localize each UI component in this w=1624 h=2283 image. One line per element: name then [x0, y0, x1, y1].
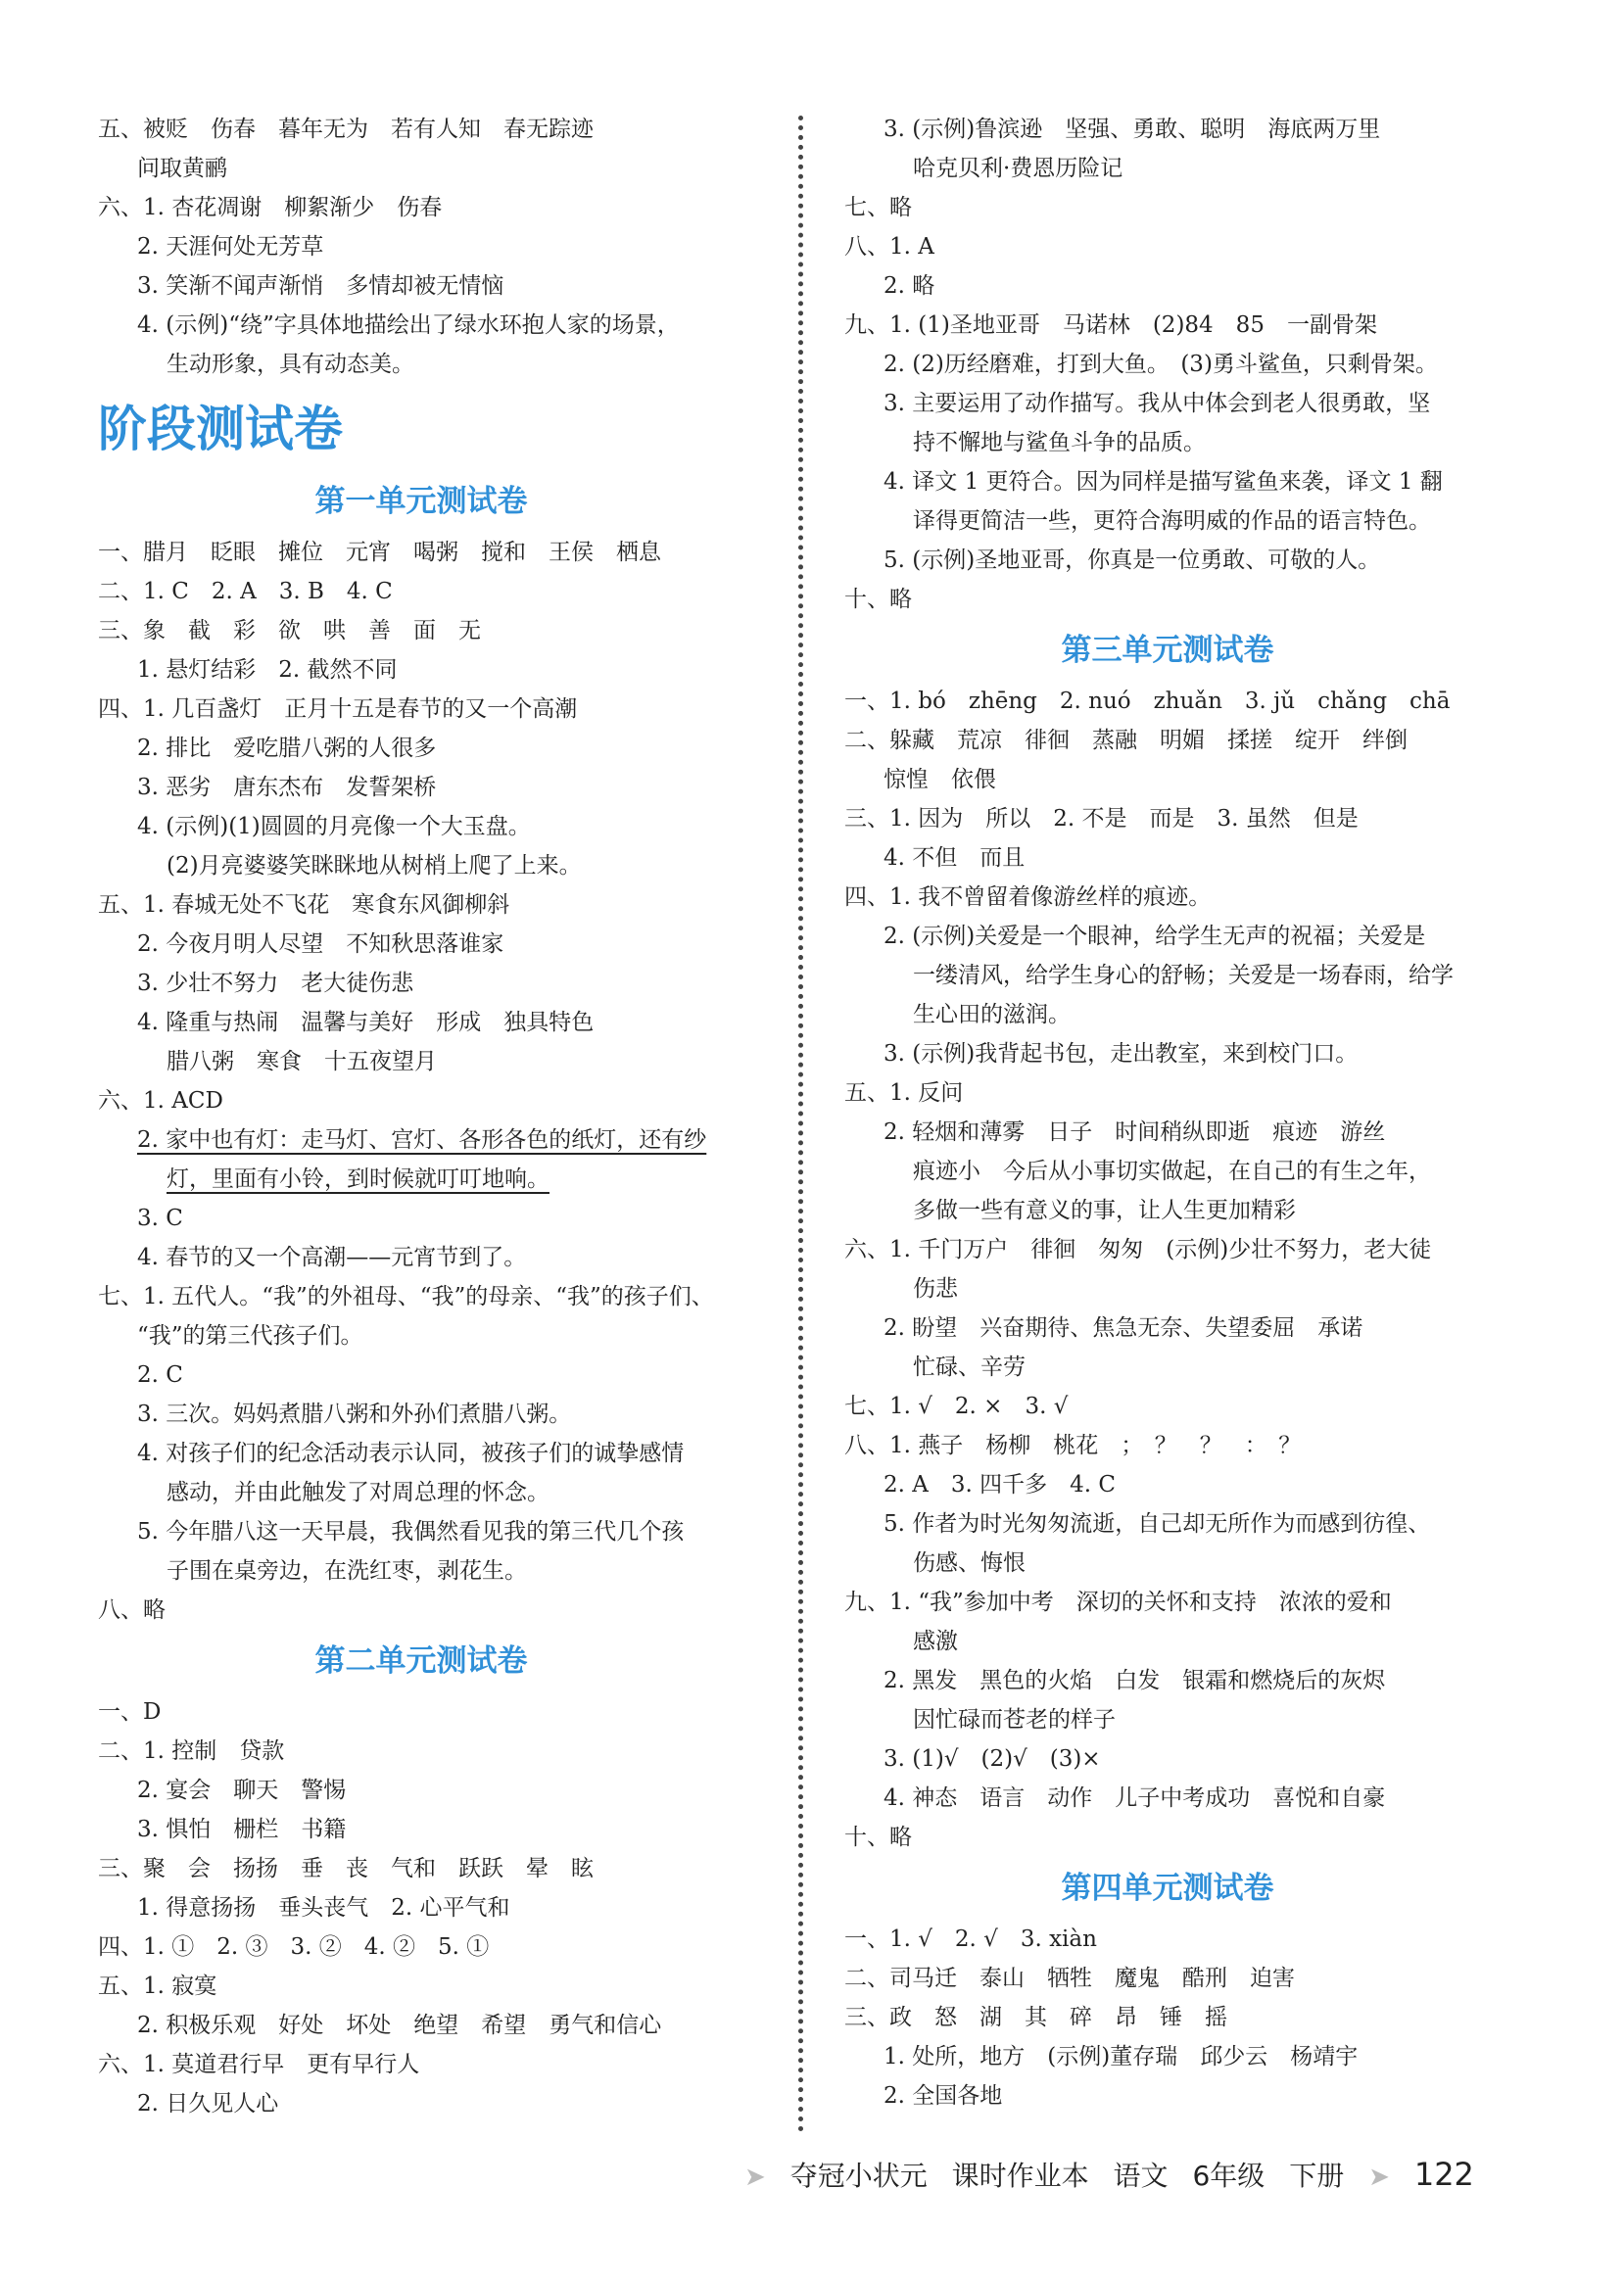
answer-line: 三、象 截 彩 欲 哄 善 面 无	[98, 618, 481, 643]
answer-line: 5. 今年腊八这一天早晨，我偶然看见我的第三代几个孩	[137, 1519, 685, 1545]
underlined-answer: 灯，里面有小铃，到时候就叮叮地响。	[167, 1166, 549, 1192]
answer-line: 七、1. √ 2. × 3. √	[844, 1394, 1069, 1419]
answer-line: 4. 不但 而且	[884, 845, 1026, 871]
answer-line: 六、1. ACD	[98, 1088, 223, 1114]
answer-line: 腊八粥 寒食 十五夜望月	[167, 1049, 437, 1074]
answer-line: 因忙碌而苍老的样子	[913, 1707, 1116, 1733]
answer-line: (2)月亮婆婆笑眯眯地从树梢上爬了上来。	[167, 853, 582, 879]
answer-line: 4. 春节的又一个高潮——元宵节到了。	[137, 1245, 527, 1270]
answer-line: 二、1. 控制 贷款	[98, 1738, 285, 1764]
answer-line: 2. 排比 爱吃腊八粥的人很多	[137, 736, 437, 761]
answer-line: 3. 少壮不努力 老大徒伤悲	[137, 971, 414, 996]
answer-line: “我”的第三代孩子们。	[137, 1323, 363, 1349]
answer-line: 2. 盼望 兴奋期待、焦急无奈、失望委屈 承诺	[884, 1315, 1363, 1341]
answer-line: 生心田的滋润。	[913, 1002, 1071, 1027]
answer-line: 3. 恶劣 唐东杰布 发誓架桥	[137, 775, 437, 800]
footer-arrow-icon: ➤	[744, 2163, 766, 2192]
footer-book: 课时作业本	[951, 2160, 1089, 2192]
answer-line: 三、1. 因为 所以 2. 不是 而是 3. 虽然 但是	[844, 806, 1359, 832]
answer-line: 伤感、悔恨	[913, 1550, 1026, 1576]
answer-line: 1. 悬灯结彩 2. 截然不同	[137, 657, 398, 683]
answer-line: 二、躲藏 荒凉 徘徊 蒸融 明媚 揉搓 绽开 绊倒	[844, 728, 1408, 753]
answer-line: 问取黄鹂	[137, 156, 227, 181]
unit-title: 第二单元测试卷	[314, 1643, 528, 1679]
answer-line	[98, 1120, 744, 1160]
answer-line: 3. 惧怕 栅栏 书籍	[137, 1817, 347, 1842]
answer-line: 二、1. C 2. A 3. B 4. C	[98, 579, 393, 604]
answer-line: 八、1. 燕子 杨柳 桃花 ； ？ ？ ： ？	[844, 1433, 1302, 1458]
answer-line: 4. 对孩子们的纪念活动表示认同，被孩子们的诚挚感情	[137, 1441, 685, 1466]
answer-line: 4. (示例)“绕”字具体地描绘出了绿水环抱人家的场景，	[137, 312, 680, 338]
answer-line: 2. 积极乐观 好处 坏处 绝望 希望 勇气和信心	[137, 2013, 662, 2038]
footer-subject: 语文	[1113, 2160, 1169, 2192]
answer-line: 2. A 3. 四千多 4. C	[884, 1472, 1116, 1498]
answer-line: 2. 黑发 黑色的火焰 白发 银霜和燃烧后的灰烬	[884, 1668, 1386, 1693]
answer-line: 四、1. 我不曾留着像游丝样的痕迹。	[844, 884, 1212, 910]
answer-line: 一、D	[98, 1699, 162, 1725]
answer-line: 3. C	[137, 1206, 183, 1231]
answer-line: 一、腊月 眨眼 摊位 元宵 喝粥 搅和 王侯 栖息	[98, 540, 661, 565]
answer-line: 2. (示例)关爱是一个眼神，给学生无声的祝福；关爱是	[884, 924, 1426, 949]
answer-line: 三、聚 会 扬扬 垂 丧 气和 跃跃 晕 眩	[98, 1856, 594, 1881]
answer-line: 十、略	[844, 1825, 912, 1850]
answer-line: 2. 日久见人心	[137, 2091, 279, 2117]
column-divider	[798, 116, 803, 2133]
answer-line: 六、1. 千门万户 徘徊 匆匆 (示例)少壮不努力，老大徒	[844, 1237, 1432, 1262]
answer-line: 2. 今夜月明人尽望 不知秋思落谁家	[137, 931, 504, 957]
answer-line: 一缕清风，给学生身心的舒畅；关爱是一场春雨，给学	[913, 963, 1454, 988]
page-number: 122	[1413, 2156, 1474, 2193]
answer-line: 1. 处所，地方 (示例)董存瑞 邱少云 杨靖宇	[884, 2044, 1359, 2069]
answer-line: 四、1. ① 2. ③ 3. ② 4. ② 5. ①	[98, 1934, 490, 1960]
answer-line: 哈克贝利·费恩历险记	[913, 156, 1123, 181]
answer-line: 五、1. 春城无处不飞花 寒食东风御柳斜	[98, 892, 510, 918]
answer-line: 五、被贬 伤春 暮年无为 若有人知 春无踪迹	[98, 117, 594, 142]
answer-line: 八、1. A	[844, 234, 934, 260]
answer-line: 三、政 怒 湖 其 碎 昂 锤 摇	[844, 2005, 1227, 2030]
answer-line: 5. 作者为时光匆匆流逝，自己却无所作为而感到彷徨、	[884, 1511, 1431, 1537]
answer-line: 3. (示例)我背起书包，走出教室，来到校门口。	[884, 1041, 1359, 1067]
answer-line: 3. (示例)鲁滨逊 坚强、勇敢、聪明 海底两万里	[884, 117, 1381, 142]
answer-line: 多做一些有意义的事，让人生更加精彩	[913, 1198, 1296, 1223]
answer-line: 子围在桌旁边，在洗红枣，剥花生。	[167, 1558, 527, 1584]
answer-line: 持不懈地与鲨鱼斗争的品质。	[913, 430, 1206, 455]
answer-line: 五、1. 寂寞	[98, 1974, 217, 1999]
footer-arrow-icon: ➤	[1368, 2163, 1390, 2192]
answer-line: 感动，并由此触发了对周总理的怀念。	[167, 1480, 549, 1505]
answer-line: 伤悲	[913, 1276, 958, 1302]
footer-grade: 6年级	[1192, 2160, 1266, 2192]
answer-line: 3. 主要运用了动作描写。我从中体会到老人很勇敢，坚	[884, 391, 1431, 416]
answer-line: 五、1. 反问	[844, 1080, 964, 1106]
answer-line: 七、略	[844, 195, 912, 220]
answer-line: 1. 得意扬扬 垂头丧气 2. 心平气和	[137, 1895, 510, 1921]
answer-line: 痕迹小 今后从小事切实做起，在自己的有生之年，	[913, 1159, 1431, 1184]
answer-line: 3. (1)√ (2)√ (3)×	[884, 1746, 1101, 1772]
answer-line	[98, 1160, 744, 1199]
answer-line: 生动形象，具有动态美。	[167, 352, 414, 377]
unit-title: 第三单元测试卷	[1061, 633, 1274, 668]
answer-line: 九、1. “我”参加中考 深切的关怀和支持 浓浓的爱和	[844, 1590, 1392, 1615]
left-column	[98, 110, 744, 2123]
page-footer	[744, 2153, 1490, 2196]
answer-line: 5. (示例)圣地亚哥，你真是一位勇敢、可敬的人。	[884, 547, 1381, 573]
answer-line: 2. 天涯何处无芳草	[137, 234, 324, 260]
answer-line: 2. 略	[884, 273, 935, 299]
answer-line: 3. 三次。妈妈煮腊八粥和外孙们煮腊八粥。	[137, 1402, 572, 1427]
answer-line: 2. C	[137, 1362, 183, 1388]
answer-line: 一、1. √ 2. √ 3. xiàn	[844, 1926, 1097, 1952]
answer-line: 2. 宴会 聊天 警惕	[137, 1778, 347, 1803]
answer-line: 感激	[913, 1629, 958, 1654]
answer-line: 一、1. bó zhēng 2. nuó zhuǎn 3. jǔ chǎng chā	[844, 689, 1451, 714]
answer-line: 译得更简洁一些，更符合海明威的作品的语言特色。	[913, 508, 1431, 534]
section-big-title: 阶段测试卷	[98, 401, 343, 457]
answer-line: 2. (2)历经磨难，打到大鱼。 (3)勇斗鲨鱼，只剩骨架。	[884, 352, 1438, 377]
answer-line: 七、1. 五代人。“我”的外祖母、“我”的母亲、“我”的孩子们、	[98, 1284, 714, 1309]
answer-line: 3. 笑渐不闻声渐悄 多情却被无情恼	[137, 273, 504, 299]
answer-line: 4. 隆重与热闹 温馨与美好 形成 独具特色	[137, 1010, 595, 1035]
answer-line: 四、1. 几百盏灯 正月十五是春节的又一个高潮	[98, 696, 578, 722]
answer-line: 十、略	[844, 587, 912, 612]
answer-line: 八、略	[98, 1597, 166, 1623]
footer-brand: 夺冠小状元	[789, 2160, 928, 2192]
footer-volume: 下册	[1289, 2160, 1345, 2192]
answer-line: 4. 译文 1 更符合。因为同样是描写鲨鱼来袭，译文 1 翻	[884, 469, 1443, 495]
answer-line: 4. 神态 语言 动作 儿子中考成功 喜悦和自豪	[884, 1785, 1386, 1811]
answer-line: 六、1. 莫道君行早 更有早行人	[98, 2052, 420, 2077]
unit-title: 第一单元测试卷	[314, 484, 528, 519]
answer-line: 2. 轻烟和薄雾 日子 时间稍纵即逝 痕迹 游丝	[884, 1119, 1386, 1145]
unit-title: 第四单元测试卷	[1061, 1871, 1274, 1906]
answer-line: 忙碌、辛劳	[913, 1355, 1026, 1380]
answer-line: 2. 全国各地	[884, 2083, 1003, 2109]
answer-line: 九、1. (1)圣地亚哥 马诺林 (2)84 85 一副骨架	[844, 312, 1377, 338]
answer-line: 惊惶 依偎	[884, 767, 996, 792]
right-column	[844, 110, 1491, 2116]
answer-line: 六、1. 杏花凋谢 柳絮渐少 伤春	[98, 195, 443, 220]
answer-line: 二、司马迁 泰山 牺牲 魔鬼 酷刑 迫害	[844, 1966, 1295, 1991]
underlined-answer: 2. 家中也有灯：走马灯、宫灯、各形各色的纸灯，还有纱	[137, 1127, 707, 1153]
answer-line: 4. (示例)(1)圆圆的月亮像一个大玉盘。	[137, 814, 531, 839]
